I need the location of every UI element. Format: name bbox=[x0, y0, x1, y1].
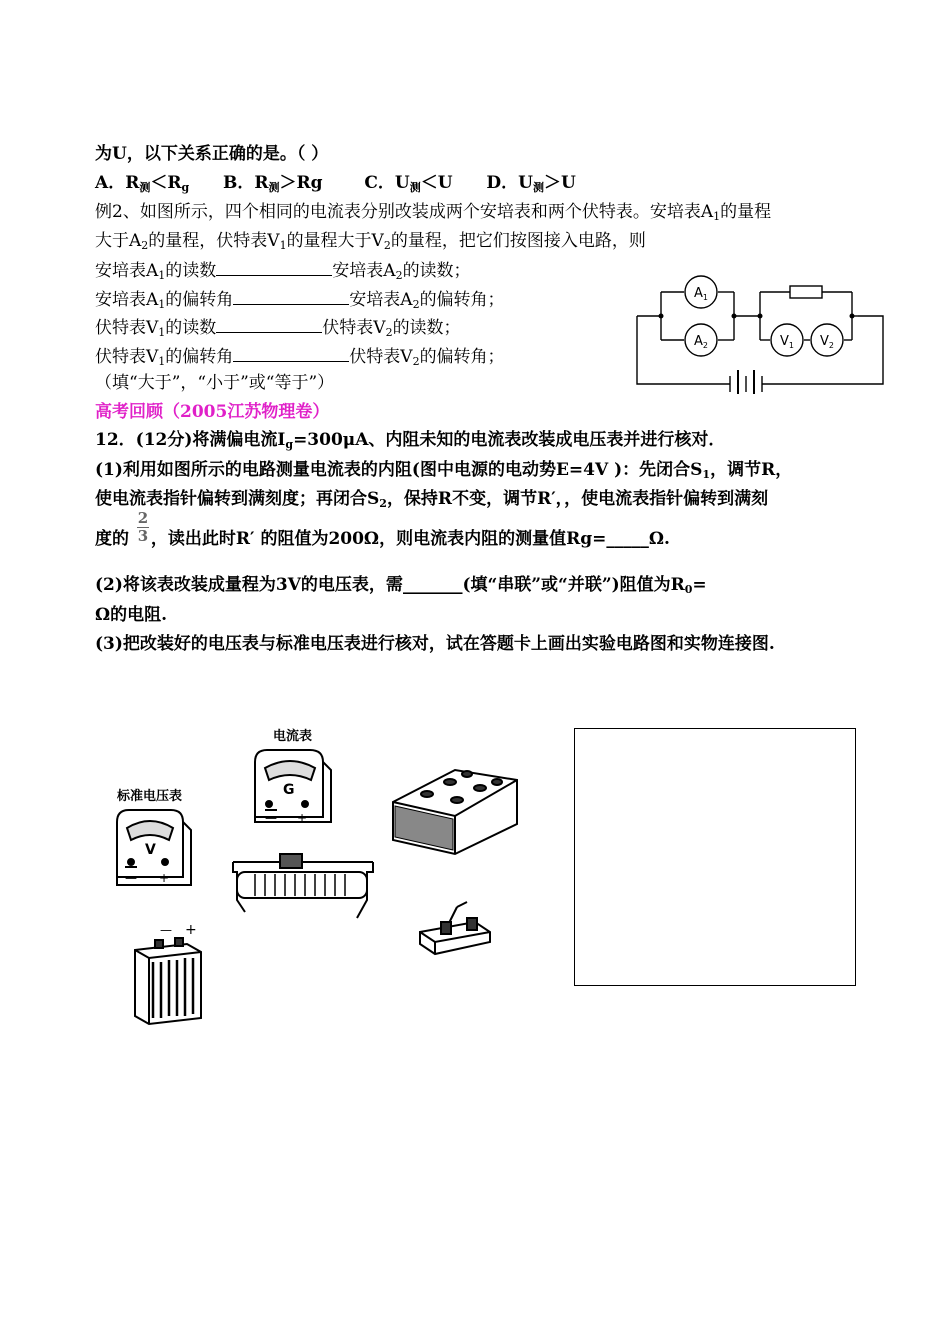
galvanometer-letter: G bbox=[283, 782, 295, 798]
voltmeter-minus: — bbox=[125, 871, 137, 885]
circuit-diagram bbox=[630, 270, 890, 395]
galvanometer-plus: + bbox=[297, 811, 308, 825]
voltmeter-caption: 标准电压表 bbox=[117, 789, 183, 804]
answer-blank[interactable] bbox=[233, 343, 349, 362]
option-d: D．$U_测>U$ bbox=[486, 173, 576, 194]
resistance-box-icon bbox=[393, 770, 517, 854]
question-12-part-2-line-1: (2)将该表改装成量程为3V的电压表，需_______(填“串联”或“并联”)阻值为$R_0=$ bbox=[95, 575, 707, 596]
voltmeter-v2-label: $V_2$ bbox=[820, 334, 834, 350]
line-1 bbox=[95, 142, 328, 166]
galvanometer-minus: — bbox=[265, 811, 277, 825]
question-12-part-1-line-1: (1)利用如图所示的电路测量电流表的内阻(图中电源的电动势E=4V )：先闭合$S_1$，调节R， bbox=[95, 460, 793, 481]
ammeter-caption: 电流表 bbox=[273, 729, 313, 744]
question-12-part-1-line-3: 度的 $\frac{2}{3}$ ，读出此时R′ 的阻值为200Ω，则电流表内阻的测量值Rg=_____Ω. bbox=[95, 509, 670, 549]
fill-hint: （填“大于”，“小于”或“等于”） bbox=[95, 373, 335, 393]
battery-plus: + bbox=[185, 922, 197, 938]
answer-blank[interactable] bbox=[233, 286, 349, 305]
battery-minus: — bbox=[160, 923, 172, 937]
options-line bbox=[95, 171, 576, 195]
answer-blank[interactable]: _______ bbox=[402, 575, 463, 595]
option-a: A．$R_测<R_g$ bbox=[95, 173, 190, 194]
answer-blank[interactable]: _____ bbox=[606, 529, 649, 549]
question-12-part-3: (3)把改装好的电压表与标准电压表进行核对，试在答题卡上画出实验电路图和实物连接图. bbox=[95, 634, 775, 654]
equipment-illustration bbox=[105, 722, 535, 1027]
answer-blank[interactable] bbox=[216, 314, 322, 333]
switch-icon bbox=[420, 902, 490, 954]
option-b: B．$R_测>Rg$ bbox=[223, 173, 323, 194]
example-2-line-2: 大于$A_2$的量程，伏特表$V_1$的量程大于$V_2$的量程，把它们按图接入电路，则 bbox=[95, 231, 646, 252]
fill-line-v1-angle: 伏特表$V_1$的偏转角 伏特表$V_2$的偏转角； bbox=[95, 343, 505, 369]
section-heading: 高考回顾（2005江苏物理卷） bbox=[95, 402, 330, 422]
option-c: C．$U_测<U$ bbox=[364, 173, 453, 194]
fill-line-a1-angle: 安培表$A_1$的偏转角 安培表$A_2$的偏转角； bbox=[95, 286, 505, 312]
text: 为U，以下关系正确的是。（ ） bbox=[95, 144, 329, 164]
ammeter-a1-label: $A_1$ bbox=[694, 286, 708, 302]
voltmeter-plus: + bbox=[159, 871, 170, 885]
fill-line-v1-reading: 伏特表$V_1$的读数 伏特表$V_2$的读数； bbox=[95, 314, 461, 340]
voltmeter-v1-label: $V_1$ bbox=[780, 334, 794, 350]
question-12-part-1-line-2: 使电流表指针偏转到满刻度；再闭合$S_2$，保持R不变，调节R′，，使电流表指针偏转到满刻 bbox=[95, 489, 769, 510]
voltmeter-letter: V bbox=[145, 842, 156, 858]
answer-drawing-box[interactable] bbox=[574, 728, 856, 986]
fraction-two-thirds: $\frac{2}{3}$ bbox=[137, 509, 149, 545]
rheostat-icon bbox=[233, 854, 373, 918]
answer-blank[interactable] bbox=[216, 257, 332, 276]
fill-line-a1-reading: 安培表$A_1$的读数 安培表$A_2$的读数； bbox=[95, 257, 471, 283]
question-12-line-1: 12．(12分)将满偏电流$I_g=300\mu A$、内阻未知的电流表改装成电压表并进行核对． bbox=[95, 430, 726, 451]
question-12-part-2-line-2: Ω的电阻. bbox=[95, 605, 168, 625]
battery-icon bbox=[135, 938, 201, 1024]
example-2-line-1: 例2、如图所示，四个相同的电流表分别改装成两个安培表和两个伏特表。安培表$A_1$的量程 bbox=[95, 202, 772, 223]
ammeter-a2-label: $A_2$ bbox=[694, 334, 708, 350]
